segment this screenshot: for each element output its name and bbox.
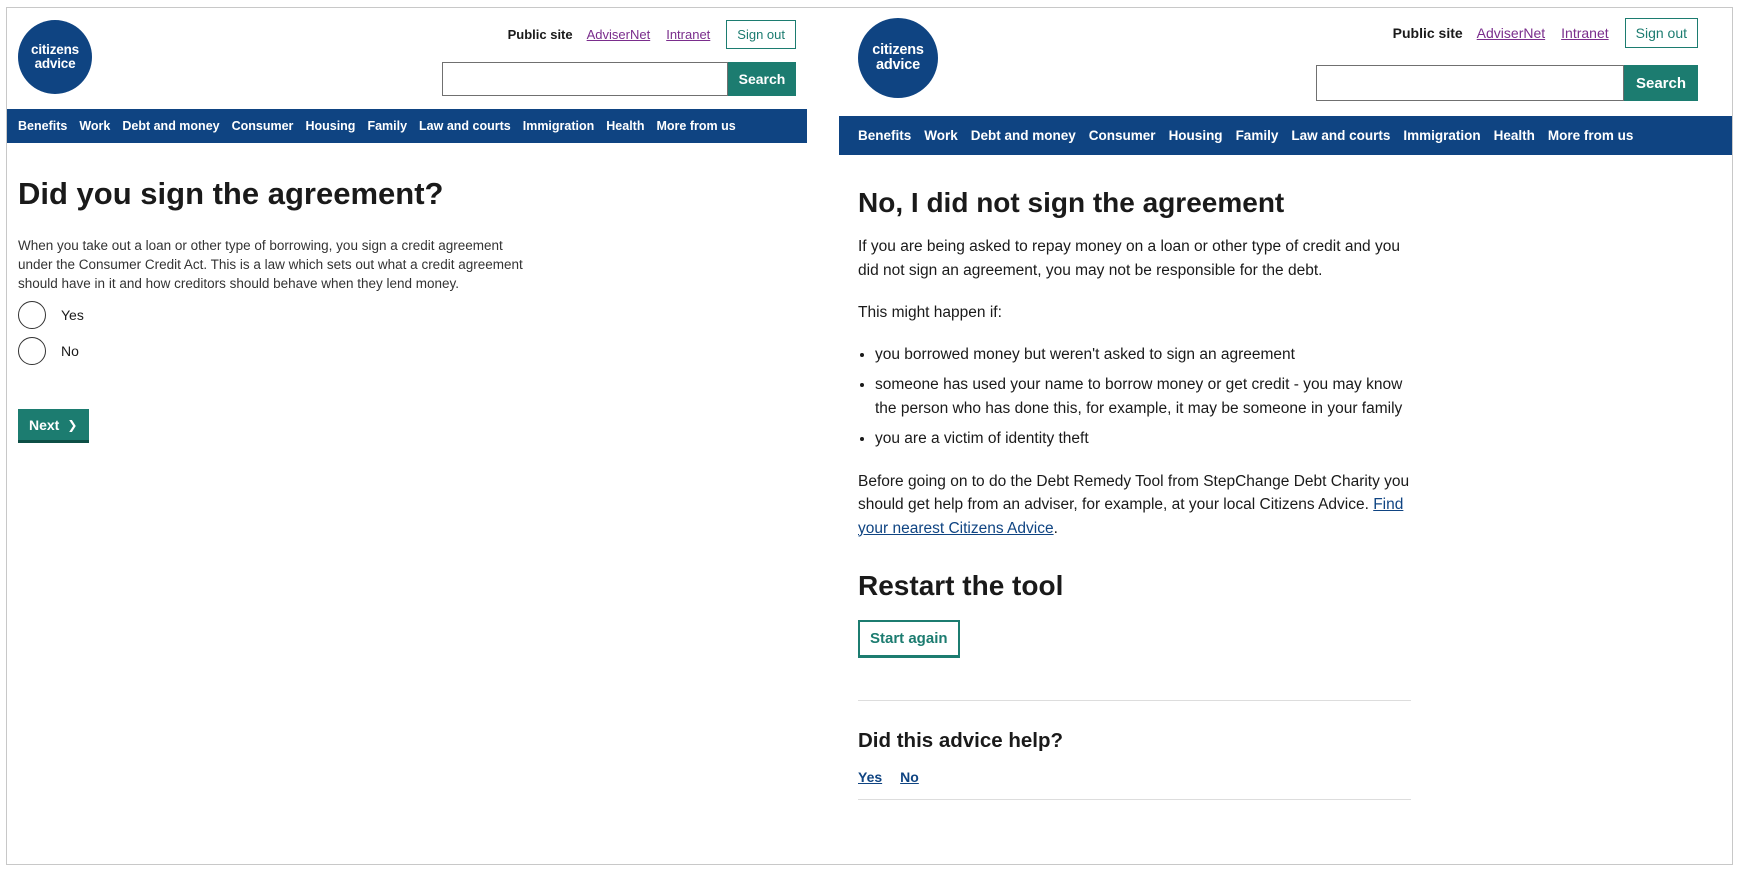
result-paragraph-1: If you are being asked to repay money on a loan or other type of credit and you did not sign an agreement, you may not be responsible for the debt.	[858, 238, 1400, 279]
search-input[interactable]	[442, 62, 728, 96]
nav-item-health[interactable]: Health	[606, 119, 645, 133]
nav-item-consumer[interactable]: Consumer	[1088, 128, 1156, 143]
nav-item-law-and-courts[interactable]: Law and courts	[1291, 128, 1391, 143]
divider	[858, 799, 1411, 800]
nav-item-benefits[interactable]: Benefits	[18, 119, 68, 133]
result-paragraph-2: This might happen if:	[858, 304, 1002, 321]
nav-item-work[interactable]: Work	[79, 119, 111, 133]
nav-item-more-from-us[interactable]: More from us	[1547, 128, 1634, 143]
radio-circle[interactable]	[18, 337, 46, 365]
left-page	[7, 7, 807, 443]
search-bar	[442, 62, 796, 96]
nav-item-family[interactable]: Family	[367, 119, 408, 133]
logo-line-1: citizens	[872, 42, 924, 59]
restart-heading: Restart the tool	[858, 570, 1064, 601]
nav-item-housing[interactable]: Housing	[305, 119, 356, 133]
logo-line-2: advice	[876, 57, 920, 73]
nav-item-benefits[interactable]: Benefits	[858, 128, 912, 143]
citizens-advice-logo[interactable]	[858, 18, 938, 98]
main-nav	[7, 109, 807, 143]
nav-item-debt-and-money[interactable]: Debt and money	[970, 128, 1076, 143]
paragraph-3-text: Before going on to do the Debt Remedy Tool from StepChange Debt Charity you should get help from an adviser, for example, at your local Citizens Advice.	[858, 472, 1410, 513]
radio-label: No	[61, 343, 79, 359]
feedback-links	[858, 769, 1411, 785]
intranet-link[interactable]: Intranet	[666, 27, 711, 42]
nav-item-law-and-courts[interactable]: Law and courts	[419, 119, 511, 133]
logo-line-2: advice	[34, 56, 76, 71]
next-label: Next	[29, 417, 60, 433]
nav-item-family[interactable]: Family	[1235, 128, 1279, 143]
nav-item-more-from-us[interactable]: More from us	[656, 119, 736, 133]
reasons-list	[858, 343, 1411, 451]
nav-item-housing[interactable]: Housing	[1168, 128, 1223, 143]
sign-out-button[interactable]: Sign out	[1625, 18, 1698, 48]
chevron-right-icon: ❯	[67, 418, 78, 432]
right-page	[839, 7, 1732, 800]
divider	[858, 700, 1411, 701]
page-title: Did you sign the agreement?	[18, 176, 444, 211]
question-content	[7, 176, 807, 443]
paragraph-3-end: .	[1053, 519, 1058, 537]
logo-line-1: citizens	[31, 42, 79, 58]
advisernet-link[interactable]: AdviserNet	[586, 27, 651, 42]
sign-out-button[interactable]: Sign out	[726, 20, 796, 49]
start-again-button[interactable]: Start again	[858, 620, 960, 658]
next-button[interactable]	[18, 409, 89, 443]
search-bar	[1316, 65, 1698, 101]
top-links	[1393, 18, 1698, 48]
search-button[interactable]: Search	[728, 62, 796, 96]
result-title: No, I did not sign the agreement	[858, 187, 1285, 218]
nav-item-immigration[interactable]: Immigration	[1403, 128, 1481, 143]
main-nav	[839, 116, 1732, 155]
feedback-yes-link[interactable]: Yes	[858, 769, 883, 785]
feedback-heading: Did this advice help?	[858, 729, 1064, 752]
intro-text: When you take out a loan or other type of borrowing, you sign a credit agreement under the Consumer Credit Act. This is a law which sets out what a credit agreement should have in it and how creditors should behave when they lend money.	[18, 238, 523, 291]
find-nearest-citizens-advice-link[interactable]: Find your nearest Citizens Advice	[858, 496, 1404, 537]
result-paragraph-3	[858, 470, 1411, 541]
nav-item-work[interactable]: Work	[924, 128, 958, 143]
public-site-label: Public site	[1392, 25, 1463, 41]
radio-circle[interactable]	[18, 301, 46, 329]
list-item: • someone has used your name to borrow money or get credit - you may know the person who has done this, for example, it may be someone in your family	[875, 373, 1411, 420]
radio-option-yes[interactable]	[18, 301, 807, 329]
site-header	[839, 7, 1732, 109]
intranet-link[interactable]: Intranet	[1561, 25, 1609, 41]
search-button[interactable]: Search	[1624, 65, 1698, 101]
feedback-no-link[interactable]: No	[900, 769, 919, 785]
citizens-advice-logo[interactable]	[18, 20, 92, 94]
advisernet-link[interactable]: AdviserNet	[1476, 25, 1546, 41]
list-item: • you borrowed money but weren't asked to sign an agreement	[875, 343, 1411, 367]
nav-item-debt-and-money[interactable]: Debt and money	[122, 119, 220, 133]
radio-label: Yes	[61, 307, 84, 323]
nav-item-consumer[interactable]: Consumer	[231, 119, 294, 133]
list-item: • you are a victim of identity theft	[875, 427, 1411, 451]
search-input[interactable]	[1316, 65, 1624, 101]
site-header	[7, 7, 807, 109]
nav-item-health[interactable]: Health	[1493, 128, 1535, 143]
radio-option-no[interactable]	[18, 337, 807, 365]
result-content	[839, 187, 1411, 800]
top-links	[508, 20, 796, 49]
public-site-label: Public site	[507, 27, 573, 42]
nav-item-immigration[interactable]: Immigration	[522, 119, 595, 133]
